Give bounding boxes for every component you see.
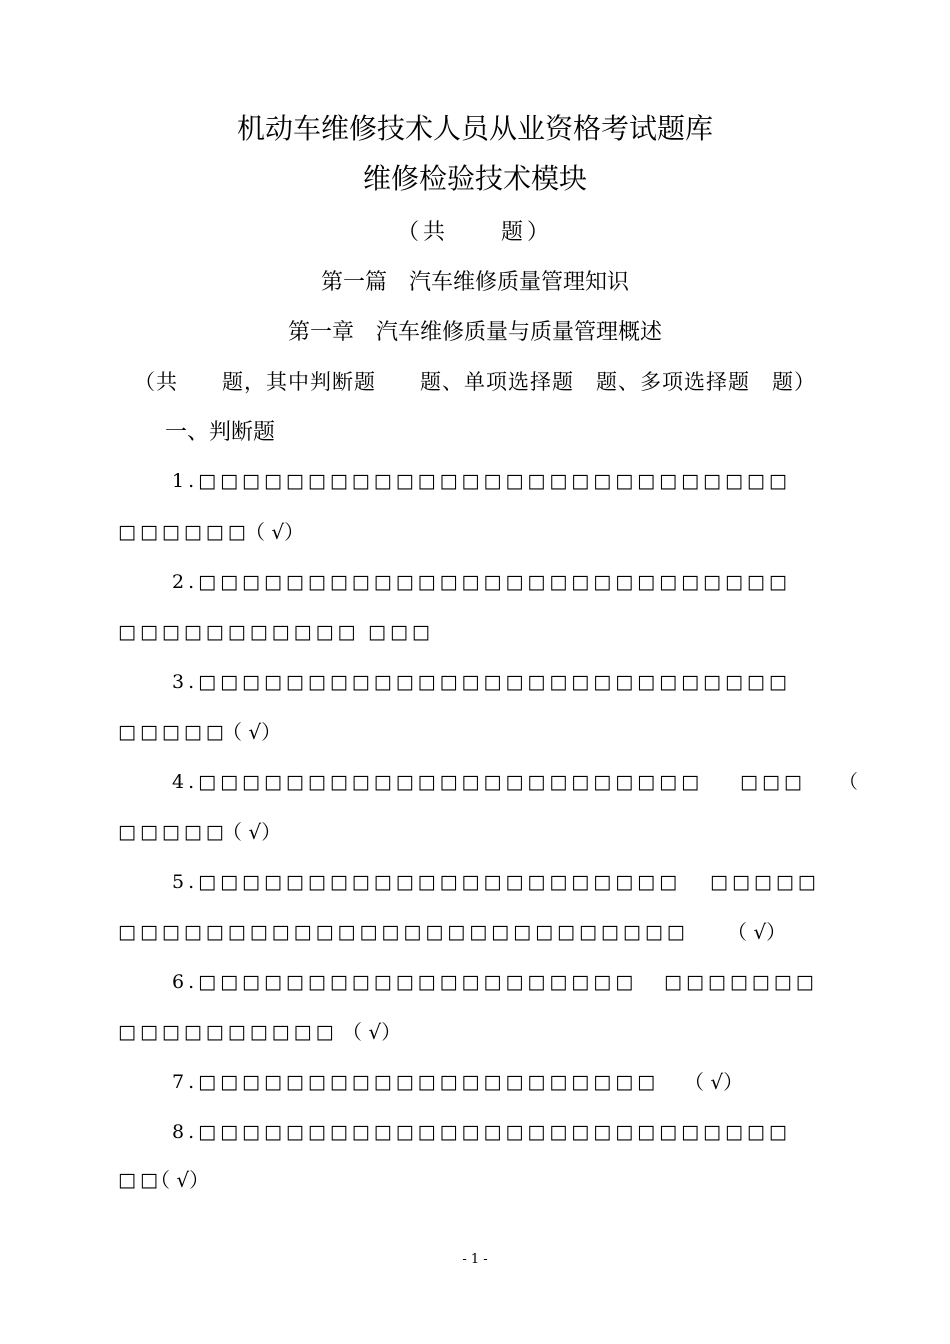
- question-2-line1: 2.□□□□□□□□□□□□□□□□□□□□□□□□□□□: [172, 571, 791, 593]
- question-1-line2: □□□□□□: [118, 521, 250, 543]
- question-5-line2: □□□□□□□□□□□□□□□□□□□□□□□□□□: [118, 921, 689, 943]
- question-4-line2: □□□□□: [118, 821, 228, 843]
- question-6-line1-tail: □□□□□□□: [664, 971, 818, 993]
- question-4-line1: 4.□□□□□□□□□□□□□□□□□□□□□□□: [172, 771, 704, 793]
- question-5-answer: （ √）: [727, 920, 787, 944]
- page-number: - 1 -: [462, 1252, 488, 1267]
- question-8-line1: 8.□□□□□□□□□□□□□□□□□□□□□□□□□□□: [172, 1121, 791, 1143]
- question-7-line1: 7.□□□□□□□□□□□□□□□□□□□□□: [172, 1071, 660, 1093]
- question-2-line2: □□□□□□□□□□□: [118, 621, 360, 643]
- chapter-stats: （共 题，其中判断题 题、单项选择题 题、多项选择题 题）: [134, 370, 816, 394]
- question-7-answer: （ √）: [684, 1070, 744, 1094]
- question-5-line1: 5.□□□□□□□□□□□□□□□□□□□□□□: [172, 871, 682, 893]
- question-6-line1: 6.□□□□□□□□□□□□□□□□□□□□: [172, 971, 638, 993]
- document-title: 机动车维修技术人员从业资格考试题库: [236, 112, 713, 145]
- question-3-answer: （ √）: [222, 720, 282, 744]
- question-4-answer: （ √）: [222, 820, 282, 844]
- question-5-line1-tail: □□□□□: [710, 871, 820, 893]
- question-3-line1: 3.□□□□□□□□□□□□□□□□□□□□□□□□□□□: [172, 671, 791, 693]
- question-6-line2: □□□□□□□□□□: [118, 1021, 338, 1043]
- question-6-answer: （ √）: [342, 1020, 402, 1044]
- document-subtitle: 维修检验技术模块: [362, 162, 587, 195]
- question-8-answer: （ √）: [150, 1168, 210, 1192]
- question-1-line1: 1.□□□□□□□□□□□□□□□□□□□□□□□□□□□: [172, 470, 791, 492]
- question-4-line1-tail: □□□ （: [740, 771, 862, 793]
- total-count-line: （共 题）: [396, 220, 553, 245]
- section-heading: 一、判断题: [165, 420, 276, 445]
- part-heading: 第一篇 汽车维修质量管理知识: [320, 270, 629, 295]
- question-1-answer: （ √）: [245, 520, 305, 544]
- question-2-answer: □□□: [368, 621, 434, 643]
- question-3-line2: □□□□□: [118, 721, 228, 743]
- question-8-line2: □□: [118, 1169, 162, 1191]
- chapter-heading: 第一章 汽车维修质量与质量管理概述: [287, 320, 662, 345]
